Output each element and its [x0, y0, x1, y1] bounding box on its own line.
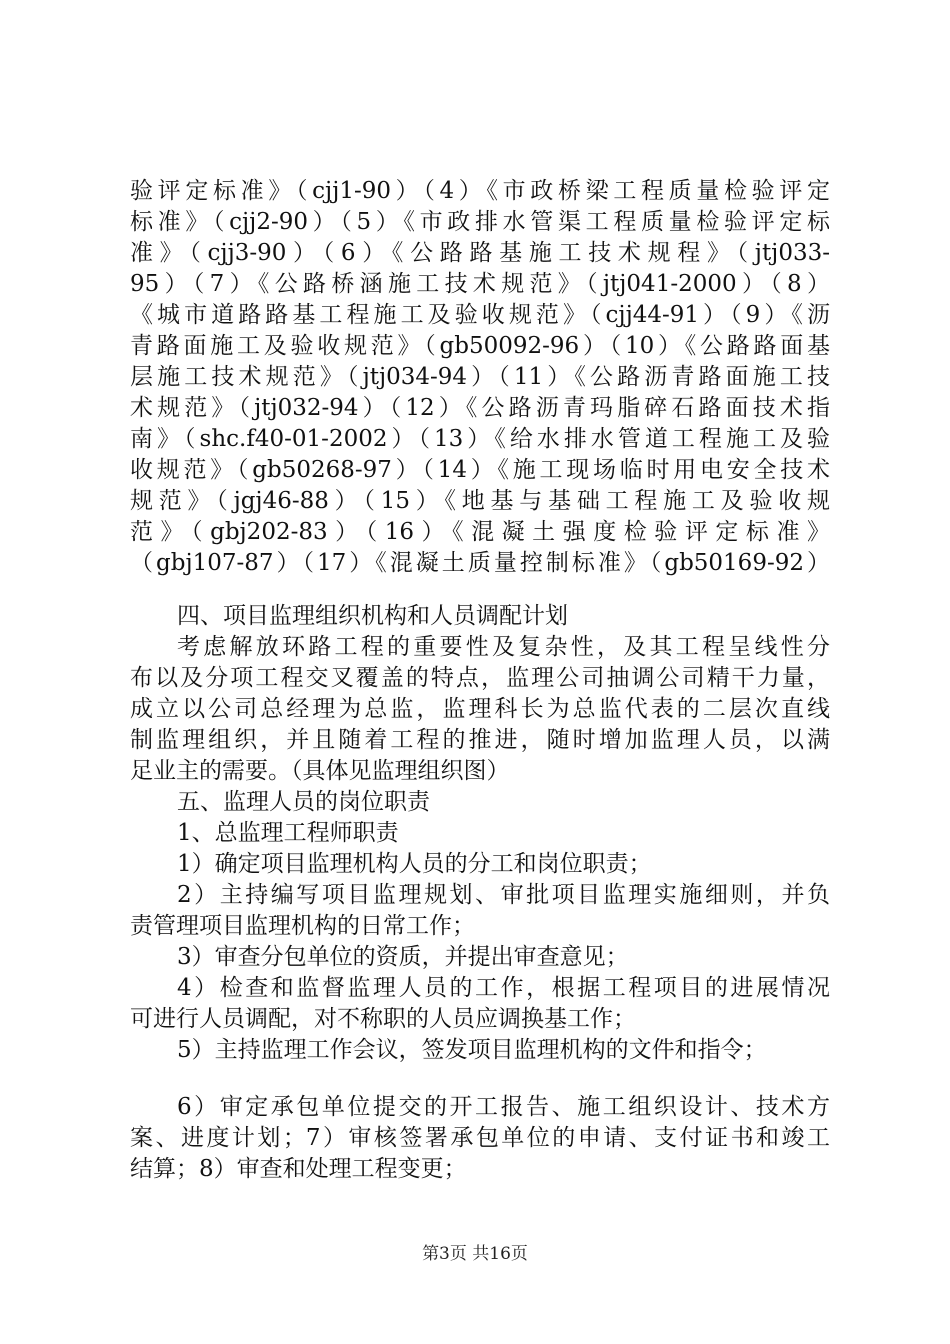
reference-line: （gbj107-87）（17）《混凝土质量控制标准》（gb50169-92） — [130, 550, 830, 576]
reference-line: 标准》（cjj2-90）（5）《市政排水管渠工程质量检验评定标 — [130, 209, 830, 235]
duty-item-5: 5）主持监理工作会议，签发项目监理机构的文件和指令； — [177, 1037, 767, 1063]
duty-item-2-line-2: 责管理项目监理机构的日常工作； — [130, 913, 475, 939]
reference-line: 验评定标准》（cjj1-90）（4）《市政桥梁工程质量检验评定 — [130, 178, 830, 204]
section-4-paragraph-line: 布以及分项工程交叉覆盖的特点，监理公司抽调公司精干力量， — [130, 665, 830, 691]
section-4 — [130, 601, 830, 787]
section-4-paragraph-line: 成立以公司总经理为总监，监理科长为总监代表的二层次直线 — [130, 696, 830, 722]
section-4-heading: 四、项目监理组织机构和人员调配计划 — [177, 603, 568, 629]
section-4-paragraph-line: 足业主的需要。（具体见监理组织图） — [130, 758, 510, 784]
section-5-subheading: 1、总监理工程师职责 — [177, 820, 399, 846]
reference-line: 规范》（jgj46-88）（15）《地基与基础工程施工及验收规 — [130, 488, 830, 514]
section-4-paragraph-line: 考虑解放环路工程的重要性及复杂性，及其工程呈线性分 — [177, 634, 830, 660]
duty-item-6-line-2: 案、进度计划；7）审核签署承包单位的申请、支付证书和竣工 — [130, 1125, 830, 1151]
duty-item-4-line-1: 4）检查和监督监理人员的工作，根据工程项目的进展情况 — [177, 975, 830, 1001]
section-5-continued — [130, 1092, 830, 1185]
duty-item-2-line-1: 2）主持编写项目监理规划、审批项目监理实施细则，并负 — [177, 882, 830, 908]
reference-line: 南》（shc.f40-01-2002）（13）《给水排水管道工程施工及验 — [130, 426, 830, 452]
reference-line: 收规范》（gb50268-97）（14）《施工现场临时用电安全技术 — [130, 457, 830, 483]
reference-line: 术规范》（jtj032-94）（12）《公路沥青玛脂碎石路面技术指 — [130, 395, 830, 421]
reference-line: 准》（cjj3-90）（6）《公路路基施工技术规程》（jtj033- — [130, 240, 830, 266]
section-5-heading: 五、监理人员的岗位职责 — [177, 789, 430, 815]
reference-line: 青路面施工及验收规范》（gb50092-96）（10）《公路路面基 — [130, 333, 830, 359]
duty-item-6-line-3: 结算；8）审查和处理工程变更； — [130, 1156, 467, 1182]
section-5 — [130, 787, 830, 1066]
standards-reference-paragraph — [130, 176, 830, 579]
duty-item-3: 3）审查分包单位的资质，并提出审查意见； — [177, 944, 629, 970]
section-4-paragraph-line: 制监理组织，并且随着工程的推进，随时增加监理人员，以满 — [130, 727, 830, 753]
reference-line: 95）（7）《公路桥涵施工技术规范》（jtj041-2000）（8） — [130, 271, 830, 297]
duty-item-1: 1）确定项目监理机构人员的分工和岗位职责； — [177, 851, 652, 877]
reference-line: 范》（gbj202-83）（16）《混凝土强度检验评定标准》 — [130, 519, 830, 545]
reference-line: 层施工技术规范》（jtj034-94）（11）《公路沥青路面施工技 — [130, 364, 830, 390]
duty-item-4-line-2: 可进行人员调配，对不称职的人员应调换基工作； — [130, 1006, 636, 1032]
duty-item-6-line-1: 6）审定承包单位提交的开工报告、施工组织设计、技术方 — [177, 1094, 830, 1120]
page-number-footer: 第3页 共16页 — [422, 1244, 528, 1264]
reference-line: 《城市道路路基工程施工及验收规范》（cjj44-91）（9）《沥 — [130, 302, 830, 328]
